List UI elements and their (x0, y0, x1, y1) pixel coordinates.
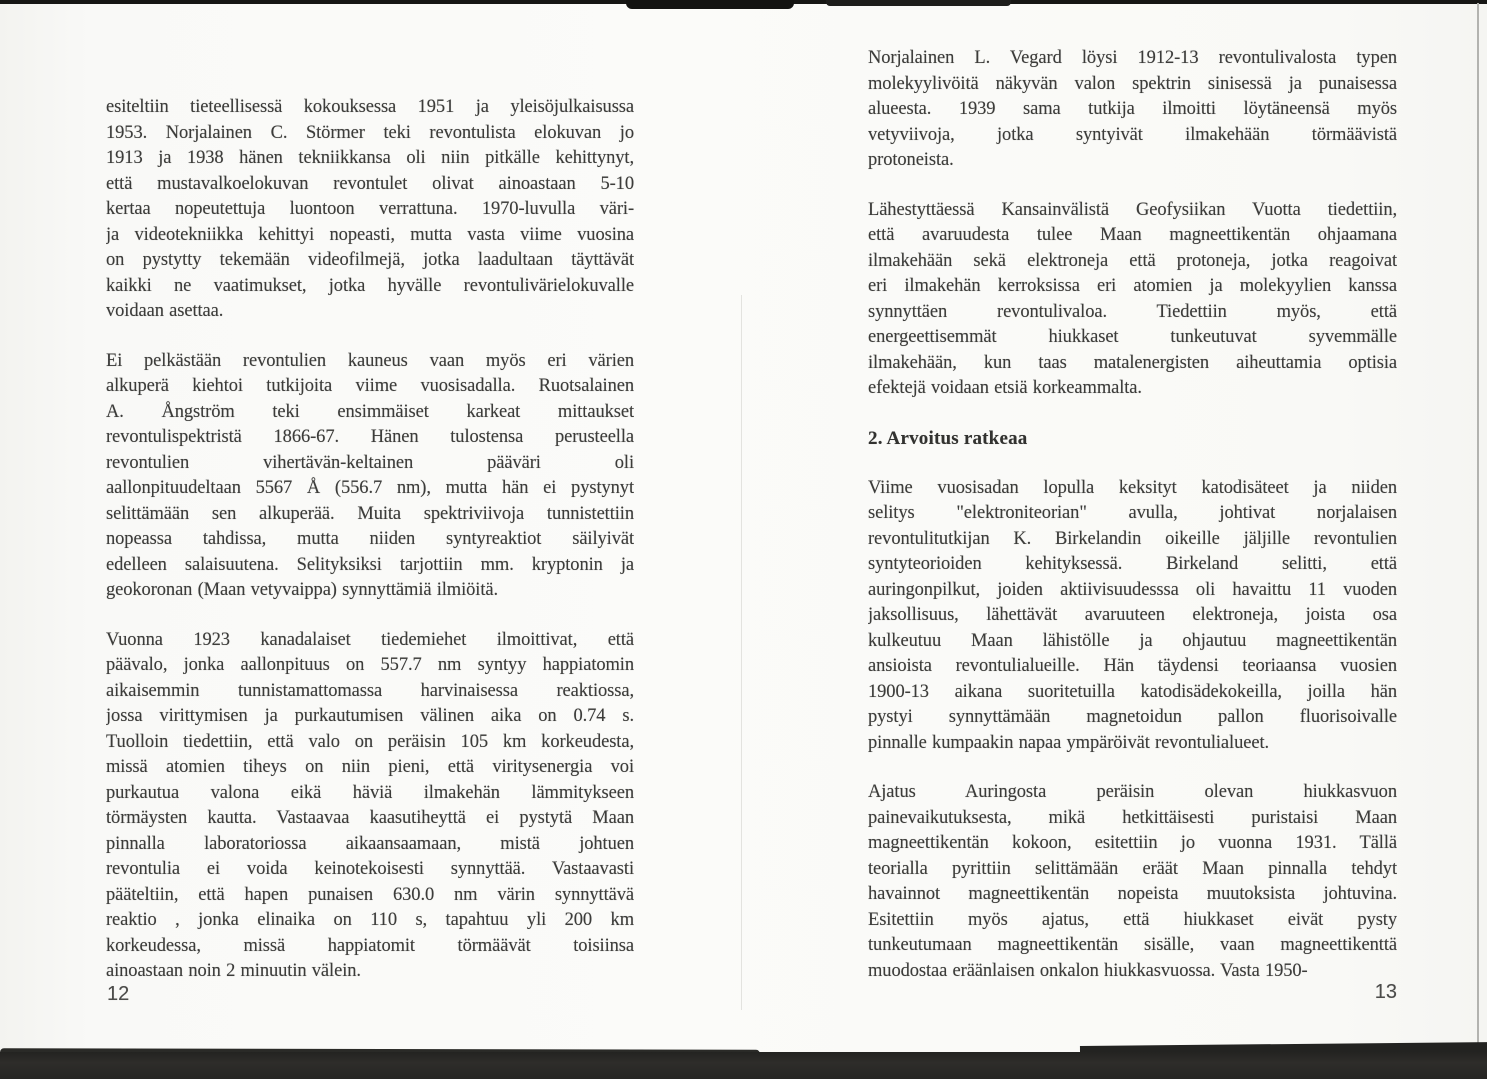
text-line: eri ilmakehän kerroksissa eri atomien ja molekyylien kanssa (868, 276, 1397, 296)
text-line: 1953. Norjalainen C. Störmer teki revontulista elokuvan jo (106, 122, 634, 143)
text-line: ilmakehään, kun taas matalenergisten aiheuttamia optisia (868, 352, 1397, 373)
text-line: pinnalle kumpaakin napaa ympäröivät revontulialueet. (868, 732, 1270, 753)
text-line: selitys "elektroniteorian" avulla, johtivat norjalaisen (868, 503, 1397, 523)
text-line: missä atomien tiheys on niin pieni, että viritysenergia voi (106, 757, 634, 777)
text-line: geokoronan (Maan vetyvaippa) synnyttämiä ilmiöitä. (106, 580, 499, 600)
text-line: ansioista revontulialueille. Hän täydensi teoriaansa vuosien (868, 656, 1397, 676)
text-line: vetyviivoja, jotka syntyivät ilmakehään törmäävistä (868, 124, 1397, 145)
text-line: voidaan asettaa. (106, 301, 224, 321)
text-line: protoneista. (868, 150, 954, 170)
text-line: kertaa nopeutettuja luontoon verrattuna. 1970-luvulla väri- (106, 199, 634, 219)
text-line: että mustavalkoelokuvan revontulet olivat ainoastaan 5-10 (106, 173, 634, 194)
page-number: 12 (107, 983, 130, 1005)
text-line: tunkeutumaan magneettikentän sisälle, vaan magneettikenttä (868, 935, 1397, 955)
text-line: selittämään sen alkuperää. Muita spektriviivoja tunnistettiin (106, 503, 634, 524)
text-line: esiteltiin tieteellisessä kokouksessa 1951 ja yleisöjulkaisussa (106, 97, 634, 117)
page-gutter-line (741, 295, 742, 1010)
text-line: revontulien vihertävän-keltainen pääväri oli (106, 452, 634, 473)
text-line: ainoastaan noin 2 minuutin välein. (106, 961, 361, 981)
text-line: edelleen salaisuutena. Selityksiksi tarjottiin mm. kryptonin ja (106, 554, 634, 575)
text-line: muodostaa eräänlaisen onkalon hiukkasvuossa. Vasta 1950- (868, 960, 1308, 981)
text-line: pääteltiin, että hapen punaisen 630.0 nm värin synnyttävä (106, 884, 634, 905)
paragraph (106, 628, 634, 985)
text-line: kaikki ne vaatimukset, jotka hyvälle revontulivärielokuvalle (106, 275, 634, 296)
text-line: synnyttäen revontulivaloa. Tiedettiin myös, että (868, 301, 1397, 322)
text-line: korkeudessa, missä happiatomit törmäävät toisiinsa (106, 935, 634, 956)
text-line: havainnot magneettikentän nopeista muutoksista johtuvina. (868, 884, 1397, 904)
page-12-text (106, 95, 634, 985)
text-line: päävalo, jonka aallonpituus on 557.7 nm syntyy happiatomin (106, 655, 634, 675)
text-line: painevaikutuksesta, mikä hetkittäisesti puristaisi Maan (868, 807, 1397, 828)
text-line: aallonpituudeltaan 5567 Å (556.7 nm), mutta hän ei pystynyt (106, 478, 634, 498)
page-edge-line (1477, 3, 1479, 1052)
text-line: pinnalla laboratoriossa aikaansaamaan, mistä johtuen (106, 833, 634, 854)
text-line: magneettikentän kokoon, esitettiin jo vuonna 1931. Tällä (868, 833, 1397, 853)
text-line: on pystytty tekemään videofilmejä, jotka laadultaan täyttävät (106, 250, 634, 270)
scan-bottom-edge (0, 1052, 1487, 1079)
text-line: Ajatus Auringosta peräisin olevan hiukkasvuon (868, 782, 1397, 802)
text-line: törmäysten kautta. Vastaavaa kaasutiheyttä ei pystytä Maan (106, 808, 634, 828)
text-line: Norjalainen L. Vegard löysi 1912-13 revontulivalosta typen (868, 48, 1397, 68)
text-line: Lähestyttäessä Kansainvälistä Geofysiikan Vuotta tiedettiin, (868, 199, 1397, 220)
text-line: alueesta. 1939 sama tutkija ilmoitti löytäneensä myös (868, 99, 1397, 119)
text-line: revontulispektristä 1866-67. Hänen tulostensa perusteella (106, 427, 634, 447)
text-line: purkautua valona eikä häviä ilmakehän lämmitykseen (106, 782, 634, 803)
text-line: 1900-13 aikana suoritetuilla katodisädekokeilla, joilla hän (868, 681, 1397, 702)
text-line: auringonpilkut, joiden aktiivisuudesssa oli havaittu 11 vuoden (868, 579, 1397, 600)
text-line: ilmakehään sekä elektroneja että protoneja, jotka reagoivat (868, 250, 1397, 271)
paragraph (868, 780, 1397, 984)
text-line: että avaruudesta tulee Maan magneettikentän ohjaamana (868, 225, 1397, 245)
text-line: Ei pelkästään revontulien kauneus vaan myös eri värien (106, 350, 634, 371)
page-number: 13 (1374, 981, 1397, 1003)
text-line: ja videotekniikka kehittyi nopeasti, mutta vasta viime vuosina (106, 224, 634, 245)
paragraph (106, 349, 634, 604)
page-12 (106, 95, 634, 1009)
text-line: jossa virittymisen ja purkautumisen välinen aika on 0.74 s. (106, 706, 634, 726)
text-line: syntyteorioiden kehityksessä. Birkeland selitti, että (868, 554, 1397, 574)
text-line: energeettisemmät hiukkaset tunkeutuvat syvemmälle (868, 327, 1397, 347)
text-line: pystyi synnyttämään magnetoidun pallon fluorisoivalle (868, 707, 1397, 727)
text-line: alkuperä kiehtoi tutkijoita viime vuosisadalla. Ruotsalainen (106, 376, 634, 396)
text-line: 1913 ja 1938 hänen tekniikkansa oli niin pitkälle kehittynyt, (106, 148, 634, 168)
text-line: molekyylivöitä näkyvän valon spektrin sinisessä ja punaisessa (868, 73, 1397, 94)
paragraph (106, 95, 634, 325)
scan-top-edge-blob (826, 0, 1011, 6)
text-line: reaktio , jonka elinaika on 110 s, tapahtuu yli 200 km (106, 910, 634, 930)
section-heading: 2. Arvoitus ratkeaa (868, 427, 1028, 449)
text-line: aikaisemmin tunnistamattomassa harvinaisessa reaktiossa, (106, 680, 634, 701)
text-line: revontulitutkijan K. Birkelandin oikeille jäljille revontulien (868, 528, 1397, 549)
paragraph (868, 476, 1397, 757)
text-line: teorialla pyrittiin selittämään eräät Maan pinnalla tehdyt (868, 858, 1397, 879)
paragraph (868, 46, 1397, 174)
text-line: Viime vuosisadan lopulla keksityt katodisäteet ja niiden (868, 477, 1397, 498)
text-line: kulkeutuu Maan lähistölle ja ohjautuu magneettikentän (868, 630, 1397, 651)
text-line: Vuonna 1923 kanadalaiset tiedemiehet ilmoittivat, että (106, 629, 634, 650)
text-line: efektejä voidaan etsiä korkeammalta. (868, 378, 1142, 398)
text-line: nopeassa tahdissa, mutta niiden syntyreaktiot säilyivät (106, 529, 634, 549)
text-line: A. Ångström teki ensimmäiset karkeat mittaukset (106, 401, 634, 422)
paragraph (868, 198, 1397, 402)
text-line: jaksollisuus, lähettävät avaruuteen elektroneja, joista osa (868, 605, 1397, 625)
text-line: Tuolloin tiedettiin, että valo on peräisin 105 km korkeudesta, (106, 731, 634, 752)
page-13-text (868, 46, 1397, 984)
text-line: Esitettiin myös ajatus, että hiukkaset eivät pysty (868, 909, 1397, 930)
page-13 (868, 46, 1397, 1008)
scan-top-edge-blob (626, 0, 794, 9)
text-line: revontulia ei voida keinotekoisesti synnyttää. Vastaavasti (106, 859, 634, 879)
